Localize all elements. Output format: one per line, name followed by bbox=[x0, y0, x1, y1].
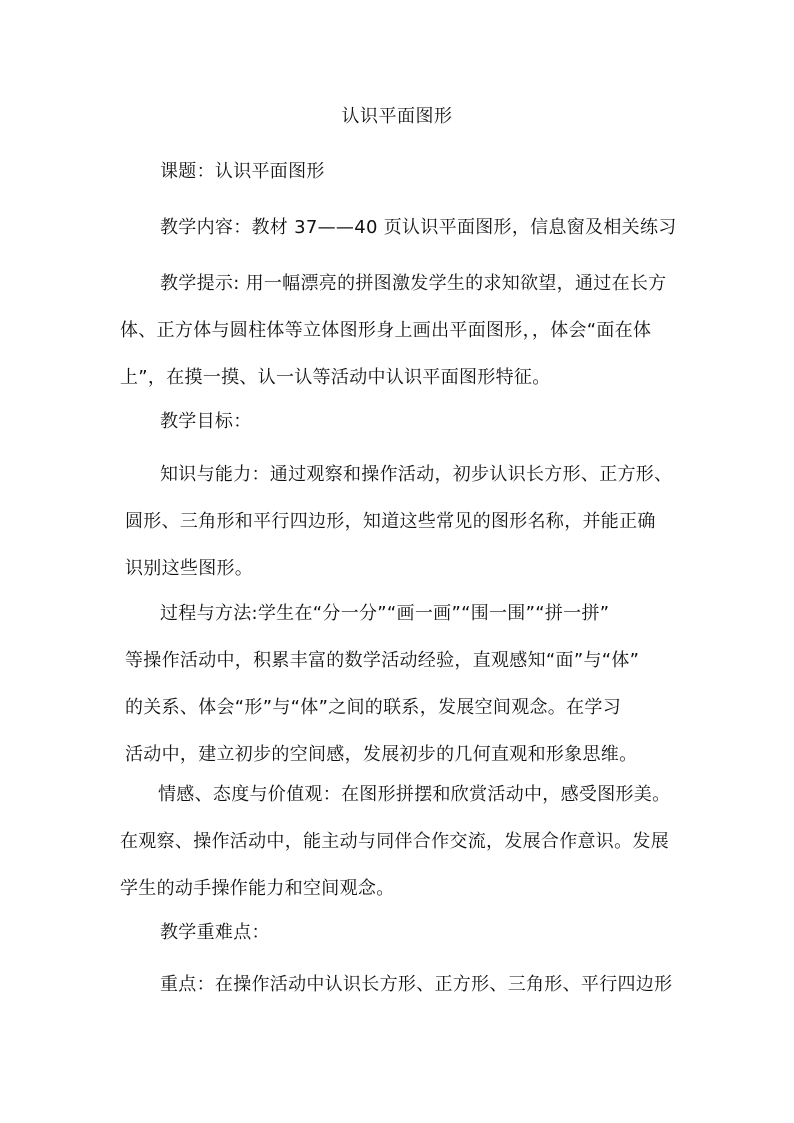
paragraph-topic bbox=[120, 148, 680, 195]
text-line: 识别这些图形。 bbox=[125, 558, 254, 579]
text-line: 学生的动手操作能力和空间观念。 bbox=[120, 878, 395, 899]
paragraph-teaching-goals-heading bbox=[120, 398, 680, 445]
text-line: 教学重难点： bbox=[160, 922, 270, 943]
text-line: 体、正方体与圆柱体等立体图形身上画出平面图形，，体会“面在体 bbox=[120, 320, 652, 341]
text-line: 在观察、操作活动中，能主动与同伴合作交流，发展合作意识。发展 bbox=[120, 831, 669, 852]
paragraph-knowledge-ability bbox=[120, 451, 680, 592]
text-line: 活动中，建立初步的空间感，发展初步的几何直观和形象思维。 bbox=[125, 744, 638, 765]
document-title: 认识平面图形 bbox=[341, 106, 453, 127]
paragraph-emotion-attitude-values bbox=[120, 771, 680, 912]
text-line: 教学提示: 用一幅漂亮的拼图激发学生的求知欲望，通过在长方 bbox=[160, 273, 667, 294]
text-line: 圆形、三角形和平行四边形，知道这些常见的图形名称，并能正确 bbox=[125, 511, 656, 532]
paragraph-key-points bbox=[120, 961, 680, 1008]
paragraph-teaching-content bbox=[120, 204, 680, 251]
text-line: 重点：在操作活动中认识长方形、正方形、三角形、平行四边形 bbox=[160, 974, 673, 995]
text-line: 等操作活动中，积累丰富的数学活动经验，直观感知“面”与“体” bbox=[125, 650, 640, 671]
text-line: 情感、态度与价值观：在图形拼摆和欣赏活动中，感受图形美。 bbox=[158, 784, 671, 805]
text-line: 的关系、体会“形”与“体”之间的联系，发展空间观念。在学习 bbox=[125, 697, 621, 718]
paragraph-key-difficulties-heading bbox=[120, 909, 680, 956]
text-line: 教学内容：教材 37——40 页认识平面图形，信息窗及相关练习 bbox=[160, 217, 677, 238]
text-line: 教学目标： bbox=[160, 411, 252, 432]
text-line: 知识与能力：通过观察和操作活动，初步认识长方形、正方形、 bbox=[160, 464, 673, 485]
text-line: 上”，在摸一摸、认一认等活动中认识平面图形特征。 bbox=[120, 367, 551, 388]
text-line: 过程与方法:学生在“分一分”“画一画”“围一围”“拼一拼” bbox=[160, 603, 610, 624]
paragraph-process-method bbox=[120, 590, 680, 778]
paragraph-teaching-tips bbox=[120, 260, 680, 401]
text-line: 课题：认识平面图形 bbox=[160, 161, 325, 182]
